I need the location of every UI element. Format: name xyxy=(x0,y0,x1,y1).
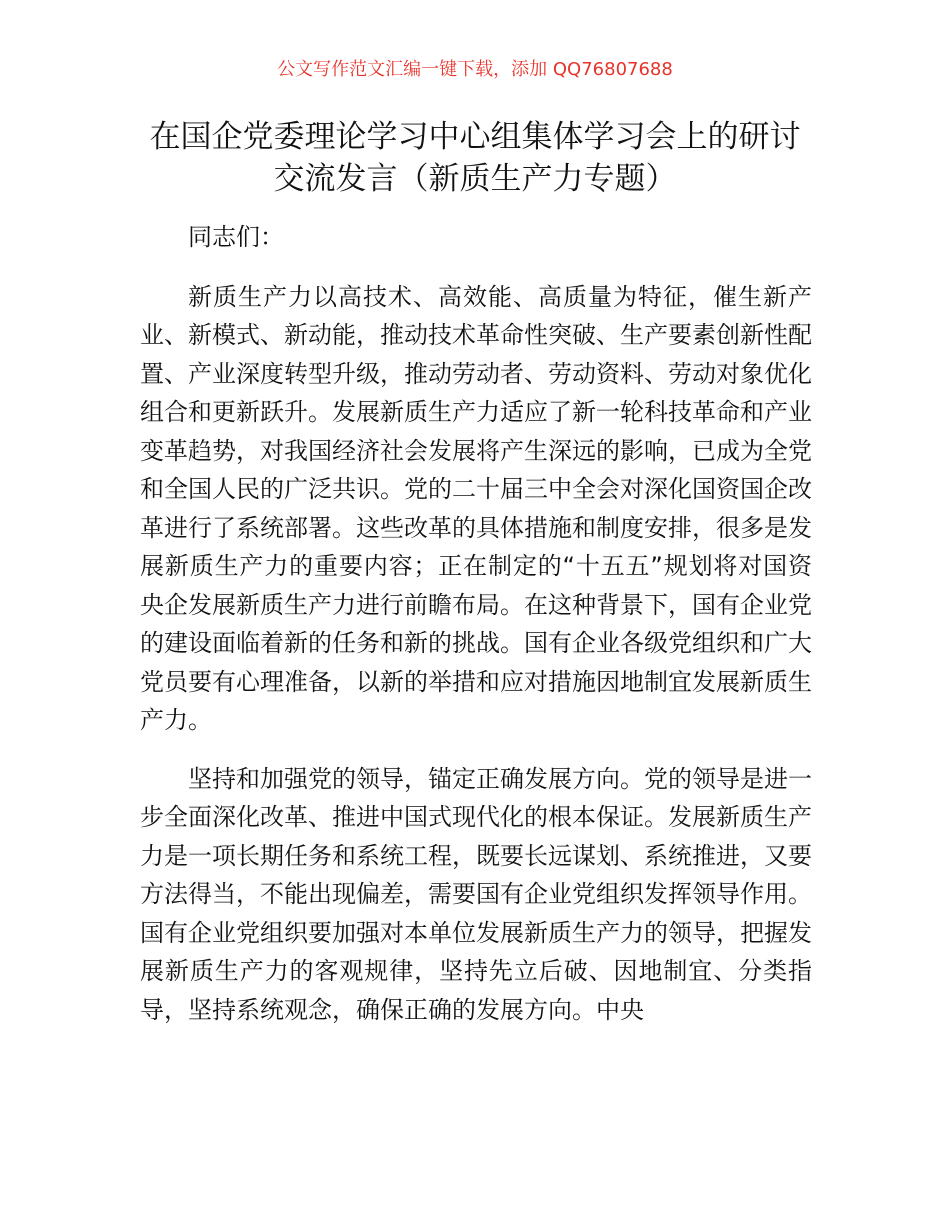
paragraph-2: 坚持和加强党的领导，锚定正确发展方向。党的领导是进一步全面深化改革、推进中国式现代化的根本保证。发展新质生产力是一项长期任务和系统工程，既要长远谋划、系统推进，又要方法得当，不能出现偏差，需要国有企业党组织发挥领导作用。国有企业党组织要加强对本单位发展新质生产力的领导，把握发展新质生产力的客观规律，坚持先立后破、因地制宜、分类指导，坚持系统观念，确保正确的发展方向。中央 xyxy=(140,764,812,1024)
paragraph-1: 新质生产力以高技术、高效能、高质量为特征，催生新产业、新模式、新动能，推动技术革命性突破、生产要素创新性配置、产业深度转型升级，推动劳动者、劳动资料、劳动对象优化组合和更新跃升。发展新质生产力适应了新一轮科技革命和产业变革趋势，对我国经济社会发展将产生深远的影响，已成为全党和全国人民的广泛共识。党的二十届三中全会对深化国资国企改革进行了系统部署。这些改革的具体措施和制度安排，很多是发展新质生产力的重要内容；正在制定的“十五五”规划将对国资央企发展新质生产力进行前瞻布局。在这种背景下，国有企业党的建设面临着新的任务和新的挑战。国有企业各级党组织和广大党员要有心理准备，以新的举措和应对措施因地制宜发展新质生产力。 xyxy=(140,282,812,734)
document-title: 在国企党委理论学习中心组集体学习会上的研讨交流发言（新质生产力专题） xyxy=(149,119,801,197)
greeting: 同志们： xyxy=(188,223,284,251)
download-banner[interactable]: 公文写作范文汇编一键下载，添加 QQ76807688 xyxy=(277,59,673,80)
document-body xyxy=(140,218,812,1049)
